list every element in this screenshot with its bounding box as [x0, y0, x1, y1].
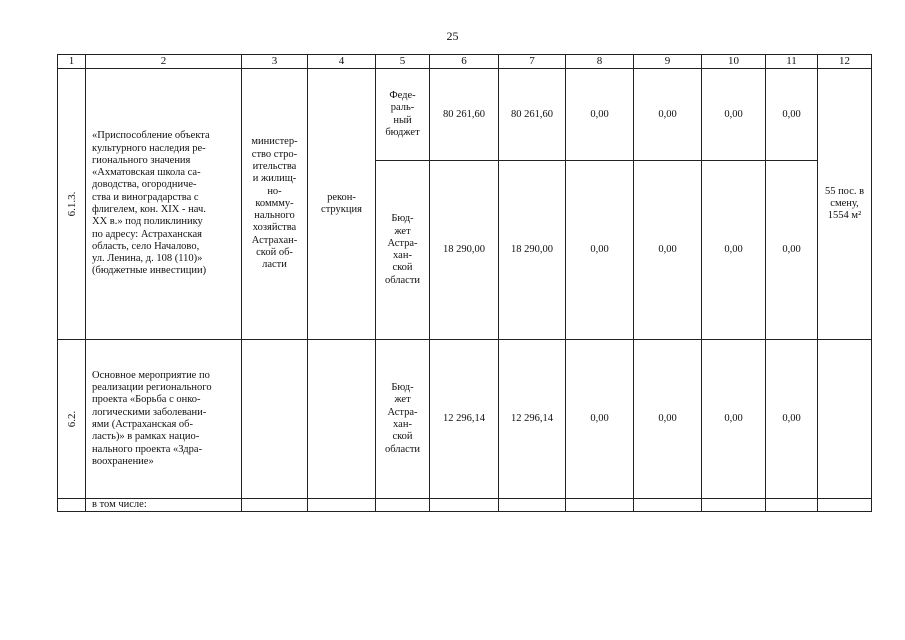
empty-cell	[308, 499, 376, 512]
value-cell: 0,00	[702, 161, 766, 340]
executor: министер- ство стро- ительства и жилищ- но- коммму- нального хозяйства Астрахан- ской об- ласти	[242, 69, 308, 340]
column-header: 11	[766, 55, 818, 69]
column-header: 12	[818, 55, 872, 69]
column-header: 3	[242, 55, 308, 69]
value-cell: 80 261,60	[499, 69, 566, 161]
table-row	[58, 340, 872, 499]
value-cell: 12 296,14	[499, 340, 566, 499]
column-header: 9	[634, 55, 702, 69]
row-code: 6.2.	[65, 410, 78, 428]
column-header: 6	[430, 55, 499, 69]
column-header: 5	[376, 55, 430, 69]
empty-cell	[634, 499, 702, 512]
row-code-cell	[58, 499, 86, 512]
value-cell: 0,00	[766, 161, 818, 340]
empty-cell	[430, 499, 499, 512]
funding-source: Бюд- жет Астра- хан- ской области	[376, 340, 430, 499]
value-cell: 0,00	[566, 340, 634, 499]
empty-cell	[242, 499, 308, 512]
empty-cell	[566, 499, 634, 512]
funding-source: Феде- раль- ный бюджет	[376, 69, 430, 161]
empty-cell	[376, 499, 430, 512]
work-type: рекон- струкция	[308, 69, 376, 340]
work-type	[308, 340, 376, 499]
value-cell: 0,00	[634, 161, 702, 340]
value-cell: 0,00	[634, 69, 702, 161]
value-cell: 0,00	[702, 69, 766, 161]
value-cell: 0,00	[566, 161, 634, 340]
column-header: 4	[308, 55, 376, 69]
value-cell: 0,00	[766, 340, 818, 499]
row-code-cell	[58, 340, 86, 499]
column-header: 7	[499, 55, 566, 69]
column-header: 8	[566, 55, 634, 69]
value-cell: 12 296,14	[430, 340, 499, 499]
empty-cell	[818, 499, 872, 512]
measure-name: «Приспособление объекта культурного наследия ре- гионального значения «Ахматовская школа са- доводства, огородниче- ства и виноградарства с флигелем, кон. XIX - нач. XX в.» под поликлинику по адресу: Астраханская область, село Началово, ул. Ленина, д. 108 (110)» (бюджетные инвестиции)	[86, 69, 242, 340]
empty-cell	[766, 499, 818, 512]
empty-cell	[499, 499, 566, 512]
table-row	[58, 69, 872, 161]
funding-source: Бюд- жет Астра- хан- ской области	[376, 161, 430, 340]
value-cell: 0,00	[634, 340, 702, 499]
table-row	[58, 499, 872, 512]
page-number: 25	[446, 29, 459, 43]
value-cell: 18 290,00	[499, 161, 566, 340]
row-code: 6.1.3.	[65, 191, 78, 217]
including-label: в том числе:	[86, 499, 242, 512]
column-header: 2	[86, 55, 242, 69]
capacity: 55 пос. в смену, 1554 м²	[818, 69, 872, 340]
empty-cell	[702, 499, 766, 512]
value-cell: 18 290,00	[430, 161, 499, 340]
column-header: 10	[702, 55, 766, 69]
measure-name: Основное мероприятие по реализации регионального проекта «Борьба с онко- логическими заболевани- ями (Астраханская об- ласть)» в рамках нацио- нального проекта «Здра- воохранение»	[86, 340, 242, 499]
executor	[242, 340, 308, 499]
budget-table	[57, 54, 872, 512]
value-cell: 80 261,60	[430, 69, 499, 161]
capacity	[818, 340, 872, 499]
column-header-row	[58, 55, 872, 69]
column-header: 1	[58, 55, 86, 69]
row-code-cell	[58, 69, 86, 340]
value-cell: 0,00	[702, 340, 766, 499]
value-cell: 0,00	[766, 69, 818, 161]
value-cell: 0,00	[566, 69, 634, 161]
